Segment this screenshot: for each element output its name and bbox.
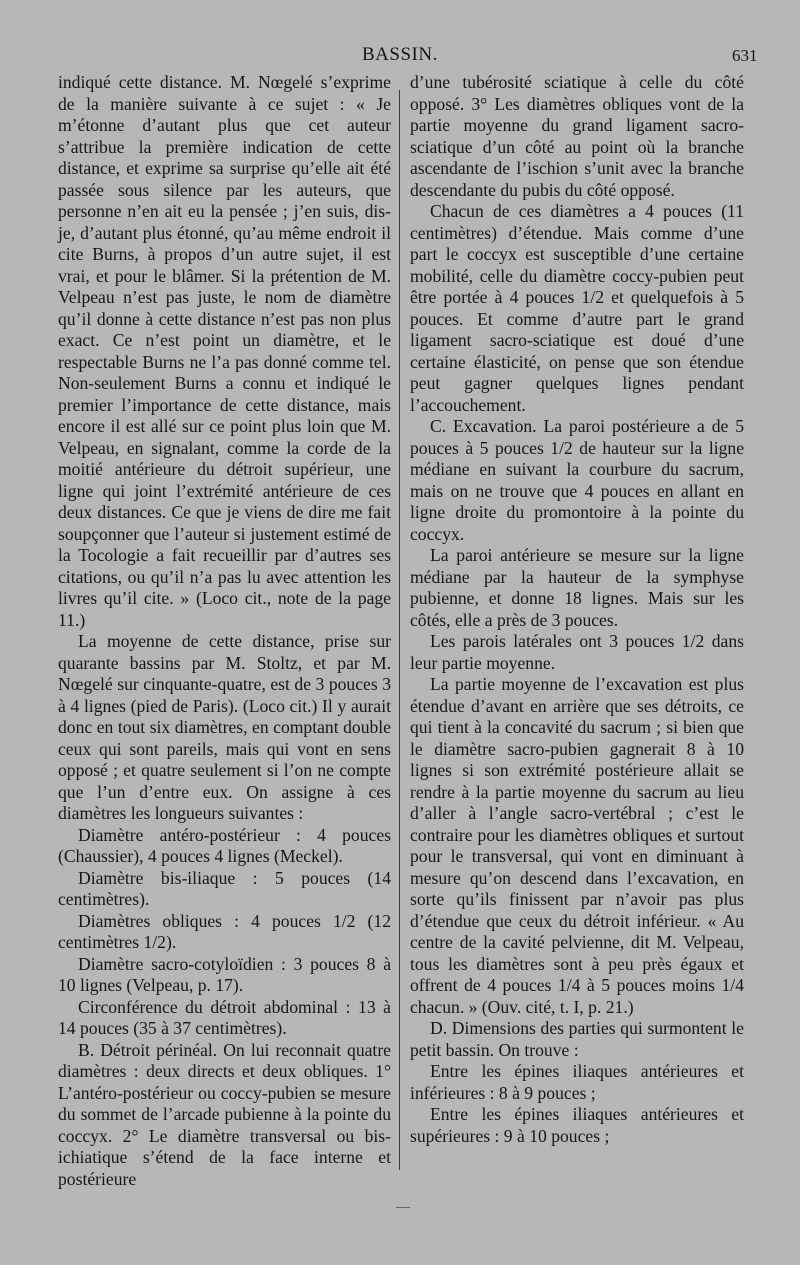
paragraph: La moyenne de cette distance, prise sur quarante bassins par M. Stoltz, et par M. Nœgelé sur cinquante-quatre, est de 3 pouces 3 à 4 lignes (pied de Paris). (Loco cit.) Il y aurait donc en tout six diamètres, en comptant double ceux qui sont pareils, mais qui vont en sens opposé ; et quatre seulement si l’on ne compte que l’un d’entre eux. On assigne à ces diamètres les longueurs suivantes :: [58, 631, 391, 823]
paragraph: Diamètre antéro-postérieur : 4 pouces (Chaussier), 4 pouces 4 lignes (Meckel).: [58, 824, 391, 866]
paragraph: La paroi antérieure se mesure sur la ligne médiane par la hauteur de la symphyse pubienne, et donne 18 lignes. Mais sur les côtés, elle a près de 3 pouces.: [410, 545, 744, 630]
right-column: [410, 72, 744, 1147]
paragraph: La partie moyenne de l’excavation est plus étendue d’avant en arrière que ses détroits, ce qui tient à la concavité du sacrum ; si bien que le diamètre sacro-pubien gagnerait 8 à 10 lignes si son extrémité postérieure allait se rendre à la partie moyenne du sacrum au lieu d’aller à l’angle sacro-vertébral ; c’est le contraire pour les diamètres obliques et surtout pour le transversal, qui vont en diminuant à mesure qu’on descend dans l’excavation, en sorte qu’ils finissent par n’avoir pas plus d’étendue que ceux du détroit inférieur. « Au centre de la cavité pelvienne, dit M. Velpeau, tous les diamètres sont à peu près égaux et offrent de 4 pouces 1/4 à 5 pouces moins 1/4 chacun. » (Ouv. cité, t. I, p. 21.): [410, 674, 744, 1017]
column-rule: [399, 90, 400, 1170]
paragraph: Entre les épines iliaques antérieures et supérieures : 9 à 10 pouces ;: [410, 1104, 744, 1146]
paragraph: Diamètre bis-iliaque : 5 pouces (14 centimètres).: [58, 867, 391, 909]
page-header: [0, 44, 800, 70]
paragraph: d’une tubérosité sciatique à celle du côté opposé. 3° Les diamètres obliques vont de la partie moyenne du grand ligament sacro-sciatique d’un côté au point où la branche ascendante de l’ischion s’unit avec la branche descendante du pubis du côté opposé.: [410, 72, 744, 200]
left-column: [58, 72, 391, 1190]
paragraph: Chacun de ces diamètres a 4 pouces (11 centimètres) d’étendue. Mais comme d’une part le coccyx est susceptible d’une certaine mobilité, celle du diamètre coccy-pubien peut être portée à 4 pouces 1/2 et quelquefois à 5 pouces. Et comme d’autre part le grand ligament sacro-sciatique est doué d’une certaine élasticité, on pense que son étendue peut gagner quelques lignes pendant l’accouchement.: [410, 201, 744, 415]
paragraph: Diamètres obliques : 4 pouces 1/2 (12 centimètres 1/2).: [58, 910, 391, 952]
paragraph: Les parois latérales ont 3 pouces 1/2 dans leur partie moyenne.: [410, 631, 744, 673]
running-title: BASSIN.: [362, 44, 438, 65]
paragraph: D. Dimensions des parties qui surmontent le petit bassin. On trouve :: [410, 1018, 744, 1060]
paragraph: Diamètre sacro-cotyloïdien : 3 pouces 8 à 10 lignes (Velpeau, p. 17).: [58, 953, 391, 995]
footer-mark: [396, 1207, 410, 1208]
paragraph: indiqué cette distance. M. Nœgelé s’exprime de la manière suivante à ce sujet : « Je m’étonne d’autant plus que cet auteur s’attribue la première indication de cette distance, et exprime sa surprise qu’elle ait été passée sous silence par les auteurs, que personne n’en ait eu la pensée ; j’en suis, dis-je, d’autant plus étonné, qu’au même endroit il cite Burns, à propos d’un autre sujet, il est vrai, et pour le blâmer. Si la prétention de M. Velpeau n’est pas juste, le nom de diamètre qu’il donne à cette distance n’est pas non plus exact. Ce n’est point un diamètre, et le respectable Burns ne l’a pas donné comme tel. Non-seulement Burns a connu et indiqué le premier l’importance de cette distance, mais encore il est allé sur ce point plus loin que M. Velpeau, en signalant, comme la corde de la moitié antérieure du détroit supérieur, une ligne qui joint l’extrémité antérieure de ces deux distances. Ce que je viens de dire me fait soupçonner que l’auteur si justement estimé de la Tocologie a fait recueillir par d’autres ses citations, ou qu’il n’a pas lu avec attention les livres qu’il cite. » (Loco cit., note de la page 11.): [58, 72, 391, 630]
paragraph: C. Excavation. La paroi postérieure a de 5 pouces à 5 pouces 1/2 de hauteur sur la ligne médiane en suivant la courbure du sacrum, mais on ne trouve que 4 pouces en allant en ligne droite du promontoire à la pointe du coccyx.: [410, 416, 744, 544]
paragraph: B. Détroit périnéal. On lui reconnait quatre diamètres : deux directs et deux obliques. 1° L’antéro-postérieur ou coccy-pubien se mesure du sommet de l’arcade pubienne à la pointe du coccyx. 2° Le diamètre transversal ou bis-ichiatique s’étend de la face interne et postérieure: [58, 1039, 391, 1189]
paragraph: Entre les épines iliaques antérieures et inférieures : 8 à 9 pouces ;: [410, 1061, 744, 1103]
page-number: 631: [732, 46, 758, 65]
paragraph: Circonférence du détroit abdominal : 13 à 14 pouces (35 à 37 centimètres).: [58, 996, 391, 1038]
